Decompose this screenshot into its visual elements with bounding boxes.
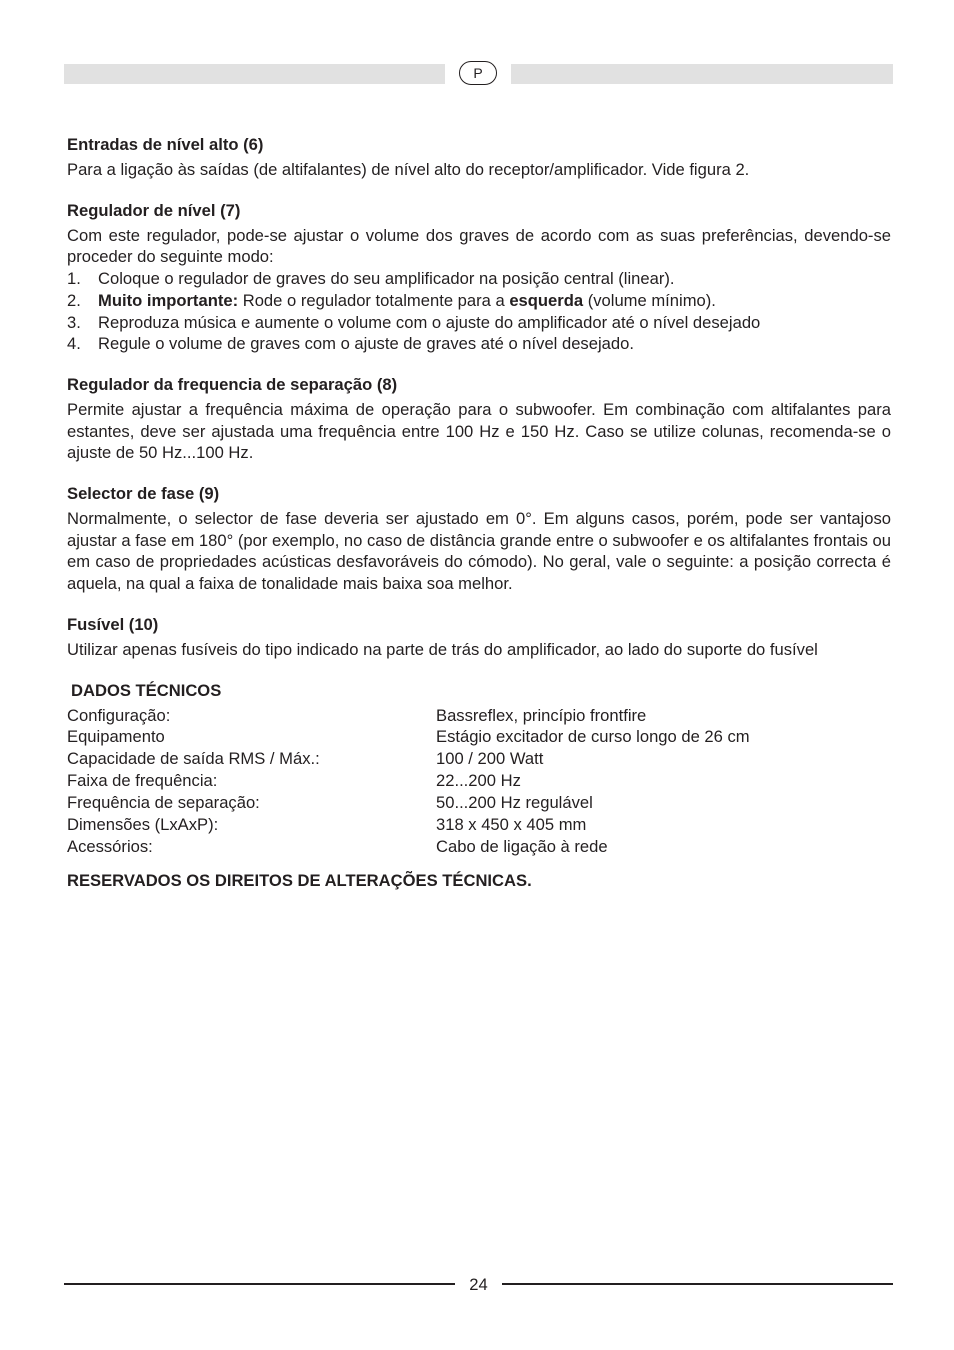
page-number: 24 [469,1275,488,1294]
list-number: 3. [67,312,81,332]
section-heading: Selector de fase (9) [67,484,220,504]
list-item [67,333,891,355]
section-heading: Regulador da frequencia de separação (8) [67,374,398,394]
spec-label: Acessórios: [67,836,153,856]
spec-label: Dimensões (LxAxP): [67,815,219,835]
list-text: Rode o regulador totalmente para a [238,290,510,310]
footer-rule-left [64,1283,455,1285]
list-text: Reproduza música e aumente o volume com o ajuste do amplificador até o nível desejado [98,312,761,332]
spec-value: 318 x 450 x 405 mm [436,815,587,835]
section-high-level-inputs [67,134,891,181]
list-text: Coloque o regulador de graves do seu amplificador na posição central (linear). [98,269,675,289]
section-level-regulator [67,200,891,355]
steps-list [67,268,891,355]
list-bold-lead: Muito importante: [98,290,239,310]
spec-value: 100 / 200 Watt [436,749,544,769]
page-content [67,134,891,911]
section-technical-data [67,680,891,892]
spec-row [67,836,891,858]
section-intro: Com este regulador, pode-se ajustar o volume dos graves de acordo com as suas preferências, devendo-se proceder do seguinte modo: [67,225,891,267]
spec-value: 22...200 Hz [436,771,521,791]
list-number: 4. [67,334,81,354]
section-heading: Regulador de nível (7) [67,200,241,220]
section-fuse [67,614,891,661]
spec-value: Estágio excitador de curso longo de 26 cm [436,727,750,747]
list-item [67,312,891,334]
section-text: Permite ajustar a frequência máxima de operação para o subwoofer. Em combinação com altifalantes para estantes, deve ser ajustada uma frequência entre 100 Hz e 150 Hz. Caso se utilize colunas, recomenda-se o ajuste de 50 Hz...100 Hz. [67,399,891,463]
spec-label: Faixa de frequência: [67,771,218,791]
section-crossover-regulator [67,374,891,464]
list-item [67,290,891,312]
spec-label: Equipamento [67,727,165,747]
spec-row [67,705,891,727]
list-bold-word: esquerda [509,290,584,310]
technical-changes-notice: RESERVADOS OS DIREITOS DE ALTERAÇÕES TÉCNICAS. [67,870,532,890]
footer-rule-right [502,1283,893,1285]
spec-row [67,748,891,770]
section-phase-selector [67,483,891,595]
list-number: 1. [67,269,81,289]
specs-heading: DADOS TÉCNICOS [71,680,222,700]
section-text: Normalmente, o selector de fase deveria ser ajustado em 0°. Em alguns casos, porém, pode ser vantajoso ajustar a fase em 180° (por exemplo, no caso de distância grande entre o subwoofer e os altifalantes frontais ou em caso de propriedades acústicas desfavoráveis do cómodo). No geral, vale o seguinte: a posição correcta é aquela, na qual a faixa de tonalidade mais baixa soa melhor. [67,509,891,594]
list-number: 2. [67,290,81,310]
spec-value: 50...200 Hz regulável [436,793,593,813]
language-badge: P [459,61,497,85]
spec-row [67,792,891,814]
section-heading: Fusível (10) [67,614,159,634]
list-item [67,268,891,290]
spec-value: Cabo de ligação à rede [436,836,608,856]
section-text: Utilizar apenas fusíveis do tipo indicado na parte de trás do amplificador, ao lado do suporte do fusível [67,639,818,659]
spec-label: Frequência de separação: [67,793,260,813]
spec-row [67,726,891,748]
spec-label: Configuração: [67,705,171,725]
section-heading: Entradas de nível alto (6) [67,135,264,154]
spec-label: Capacidade de saída RMS / Máx.: [67,749,320,769]
spec-row [67,814,891,836]
section-text: Para a ligação às saídas (de altifalantes) de nível alto do receptor/amplificador. Vide figura 2. [67,160,750,179]
spec-row [67,770,891,792]
list-text: Regule o volume de graves com o ajuste de graves até o nível desejado. [98,334,634,354]
list-text: (volume mínimo). [583,290,716,310]
spec-value: Bassreflex, princípio frontfire [436,705,647,725]
